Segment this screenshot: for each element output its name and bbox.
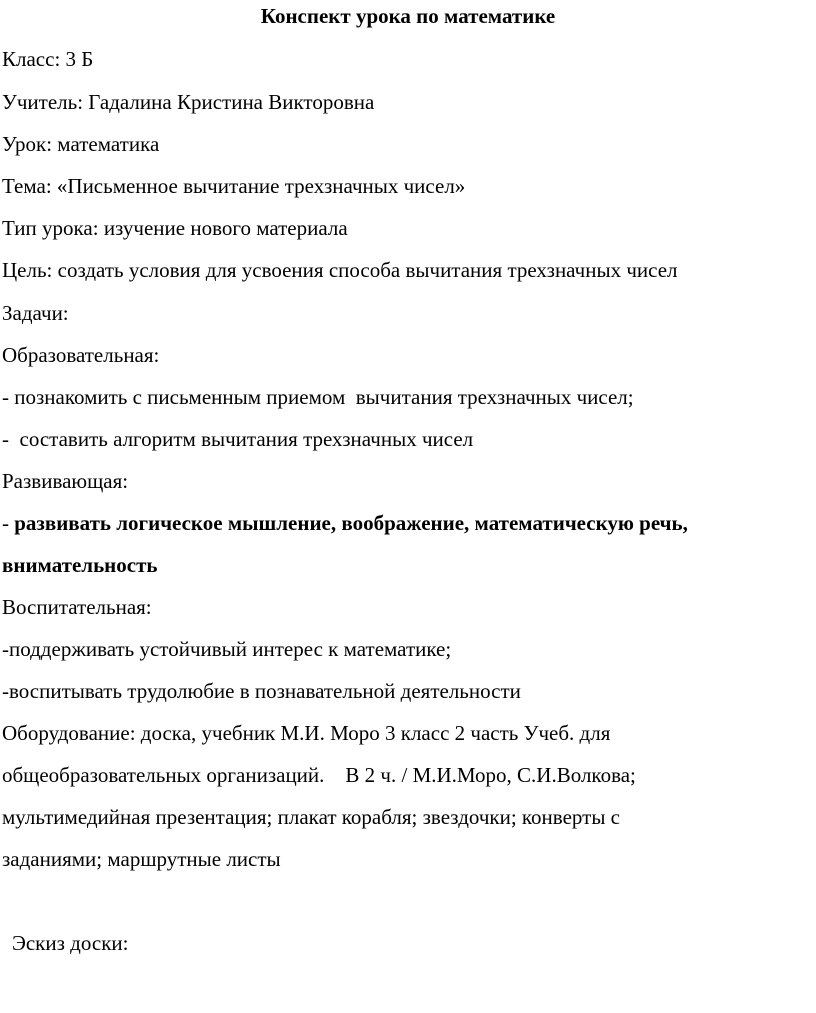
upbringing-item-2: -воспитывать трудолюбие в познавательной деятельности [2, 679, 521, 703]
developing-item-dash: - [2, 511, 15, 535]
equipment-line-2: общеобразовательных организаций. В 2 ч. / М.И.Моро, С.И.Волкова; [2, 763, 636, 787]
tasks-heading: Задачи: [2, 301, 69, 325]
equipment-line-1: Оборудование: доска, учебник М.И. Моро 3 класс 2 часть Учеб. для [2, 721, 611, 745]
educational-item-2: - составить алгоритм вычитания трехзначных чисел [2, 427, 474, 451]
educational-item-1: - познакомить с письменным приемом вычитания трехзначных чисел; [2, 385, 634, 409]
developing-item-line-1 [2, 509, 688, 537]
developing-item-line-2: внимательность [2, 553, 158, 577]
lesson-line: Урок: математика [2, 132, 160, 156]
sketch-line: Эскиз доски: [12, 931, 129, 955]
developing-item-text: развивать логическое мышление, воображение, математическую речь, [14, 511, 688, 535]
equipment-line-3: мультимедийная презентация; плакат корабля; звездочки; конверты с [2, 805, 620, 829]
document-title: Конспект урока по математике [260, 4, 556, 28]
upbringing-item-1: -поддерживать устойчивый интерес к математике; [2, 637, 452, 661]
teacher-line: Учитель: Гадалина Кристина Викторовна [2, 90, 375, 114]
upbringing-heading: Воспитательная: [2, 595, 152, 619]
educational-heading: Образовательная: [2, 343, 160, 367]
class-line: Класс: 3 Б [2, 47, 94, 71]
topic-line: Тема: «Письменное вычитание трехзначных чисел» [2, 174, 466, 198]
developing-heading: Развивающая: [2, 469, 129, 493]
equipment-line-4: заданиями; маршрутные листы [2, 847, 281, 871]
goal-line: Цель: создать условия для усвоения способа вычитания трехзначных чисел [2, 258, 678, 282]
lesson-type-line: Тип урока: изучение нового материала [2, 216, 348, 240]
